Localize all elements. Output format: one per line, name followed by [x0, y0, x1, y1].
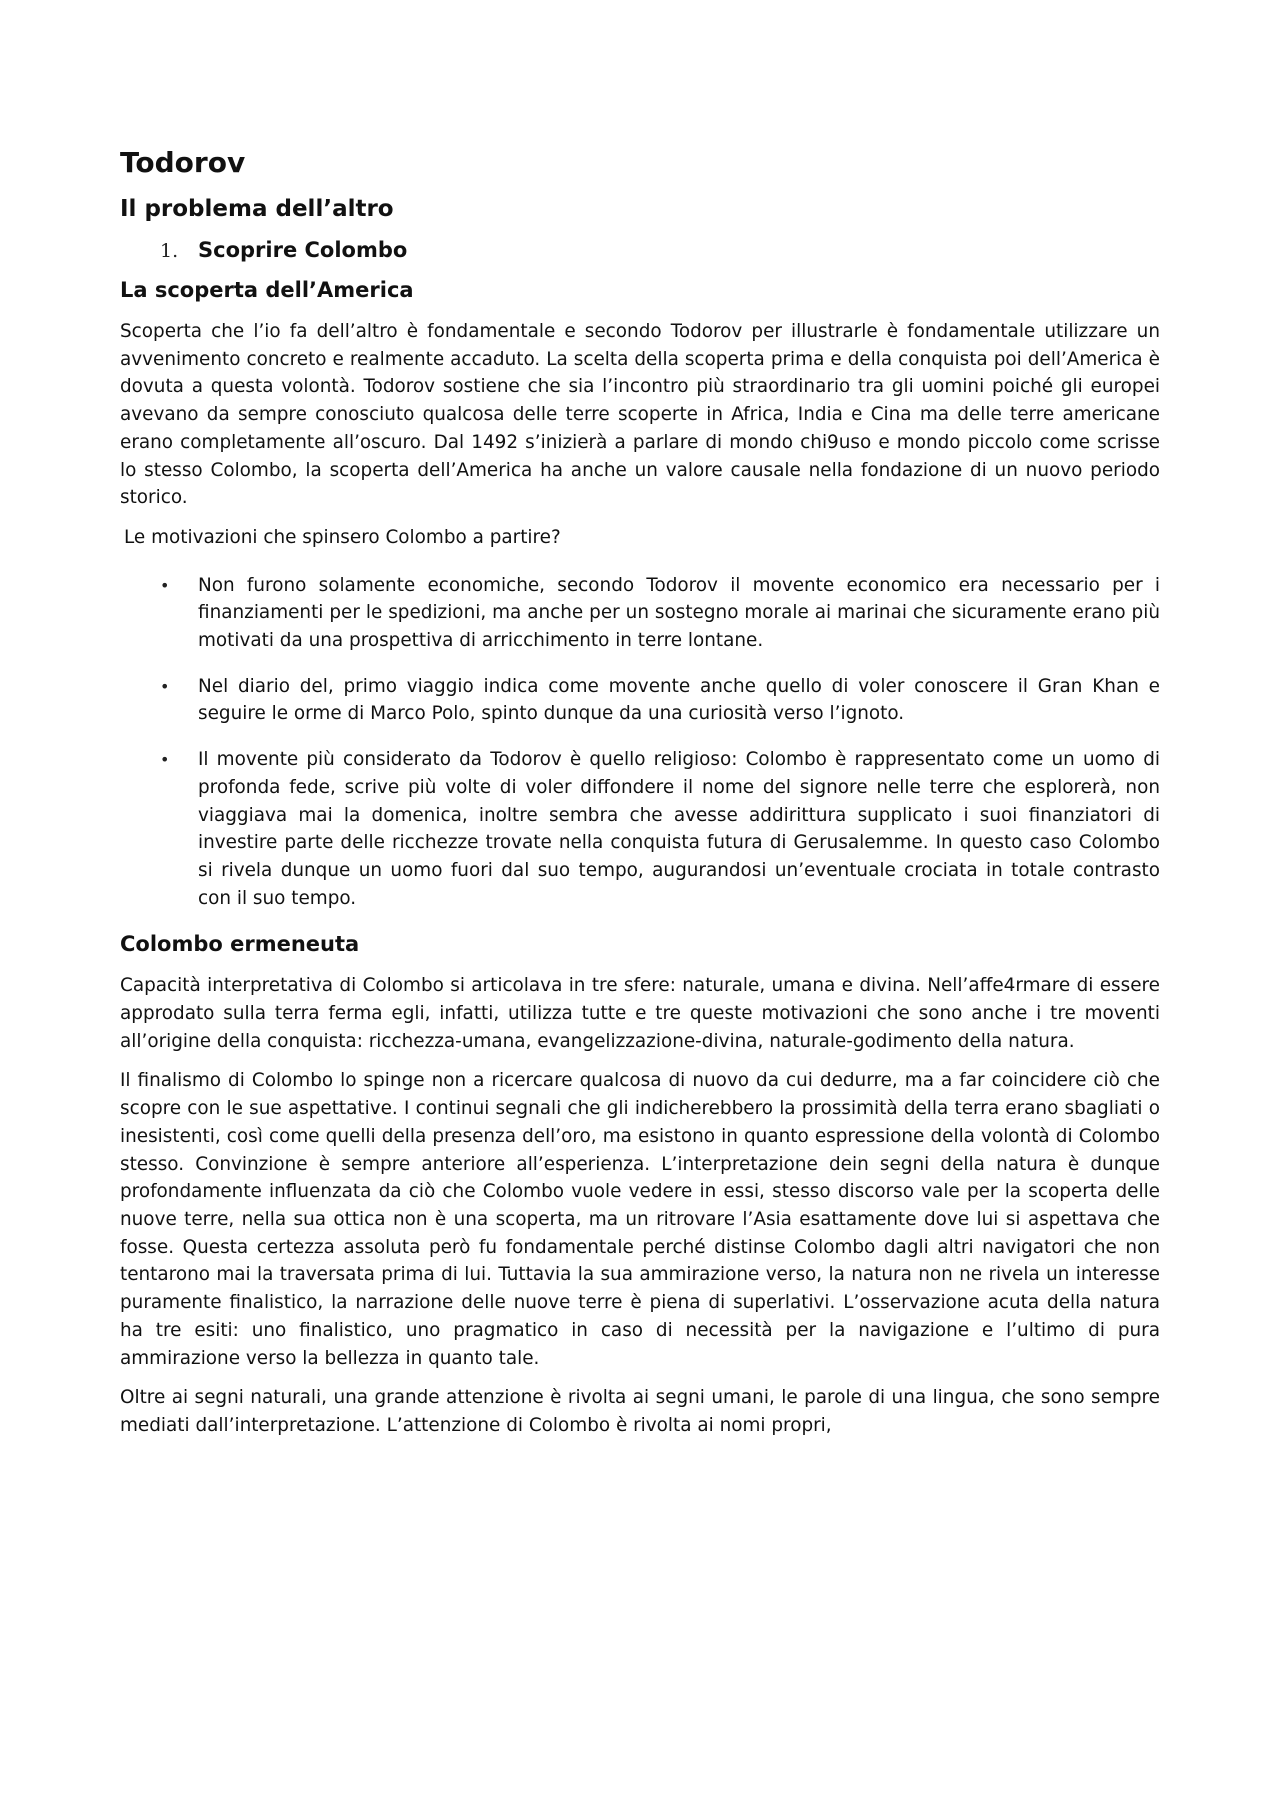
document-subtitle: Il problema dell’altro — [120, 196, 394, 222]
section-colombo-ermeneuta — [120, 930, 1160, 1439]
list-item — [120, 572, 1160, 655]
section-heading: Colombo ermeneuta — [120, 932, 360, 957]
motivations-list — [120, 572, 1160, 913]
bullet-icon: • — [160, 575, 170, 595]
chapter-number: 1. — [160, 240, 179, 262]
list-item-text: Il movente più considerato da Todorov è quello religioso: Colombo è rappresentato come un uomo di profonda fede, scrive più volte di voler diffondere il nome del signore nelle terre che esplorerà, non viaggiava mai la domenica, inoltre sembra che avesse addirittura supplicato i suoi finanziatori di investire parte delle ricchezze trovate nella conquista futura di Gerusalemme. In questo caso Colombo si rivela dunque un uomo fuori dal suo tempo, augurandosi un’eventuale crociata in totale contrasto con il suo tempo. — [198, 749, 1160, 909]
paragraph: Oltre ai segni naturali, una grande attenzione è rivolta ai segni umani, le parole di una lingua, che sono sempre mediati dall’interpretazione. L’attenzione di Colombo è rivolta ai nomi propri, — [120, 1387, 1160, 1436]
paragraph: Il finalismo di Colombo lo spinge non a ricercare qualcosa di nuovo da cui dedurre, ma a far coincidere ciò che scopre con le sue aspettative. I continui segnali che gli indicherebbero la prossimità della terra erano sbagliati o inesistenti, così come quelli della presenza dell’oro, ma esistono in quanto espressione della volontà di Colombo stesso. Convinzione è sempre anteriore all’esperienza. L’interpretazione dein segni della natura è dunque profondamente influenzata da ciò che Colombo vuole vedere in essi, stesso discorso vale per la scoperta delle nuove terre, nella sua ottica non è una scoperta, ma un ritrovare l’Asia esattamente dove lui si aspettava che fosse. Questa certezza assoluta però fu fondamentale perché distinse Colombo dagli altri navigatori che non tentarono mai la traversata prima di lui. Tuttavia la sua ammirazione verso, la natura non ne rivela un interesse puramente finalistico, la narrazione delle nuove terre è piena di superlativi. L’osservazione acuta della natura ha tre esiti: uno finalistico, uno pragmatico in caso di necessità per la navigazione e l’ultimo di pura ammirazione verso la bellezza in quanto tale. — [120, 1070, 1160, 1369]
section-heading: La scoperta dell’America — [120, 278, 414, 302]
chapter-title: Scoprire Colombo — [198, 238, 408, 262]
document-page — [120, 146, 1160, 1452]
paragraph: Capacità interpretativa di Colombo si articolava in tre sfere: naturale, umana e divina. Nell’affe4rmare di essere approdato sulla terra ferma egli, infatti, utilizza tutte e tre queste motivazioni che sono anche i tre moventi all’origine della conquista: ricchezza-umana, evangelizzazione-divina, naturale-godimento della natura. — [120, 975, 1160, 1052]
bullet-icon: • — [160, 750, 170, 770]
list-item — [120, 746, 1160, 912]
bullet-icon: • — [160, 676, 170, 696]
section-scoperta-america — [120, 276, 1160, 912]
list-item-text: Nel diario del, primo viaggio indica come movente anche quello di voler conoscere il Gran Khan e seguire le orme di Marco Polo, spinto dunque da una curiosità verso l’ignoto. — [198, 675, 1160, 725]
paragraph: Scoperta che l’io fa dell’altro è fondamentale e secondo Todorov per illustrarle è fondamentale utilizzare un avvenimento concreto e realmente accaduto. La scelta della scoperta prima e della conquista poi dell’America è dovuta a questa volontà. Todorov sostiene che sia l’incontro più straordinario tra gli uomini poiché gli europei avevano da sempre conosciuto qualcosa delle terre scoperte in Africa, India e Cina ma delle terre americane erano completamente all’oscuro. Dal 1492 s’inizierà a parlare di mondo chi9uso e mondo piccolo come scrisse lo stesso Colombo, la scoperta dell’America ha anche un valore causale nella fondazione di un nuovo periodo storico. — [120, 321, 1160, 509]
chapter-heading — [120, 236, 1160, 264]
list-item — [120, 673, 1160, 728]
motivations-question: Le motivazioni che spinsero Colombo a partire? — [124, 526, 561, 548]
document-title: Todorov — [120, 146, 246, 179]
list-item-text: Non furono solamente economiche, secondo Todorov il movente economico era necessario per i finanziamenti per le spedizioni, ma anche per un sostegno morale ai marinai che sicuramente erano più motivati da una prospettiva di arricchimento in terre lontane. — [198, 574, 1160, 652]
